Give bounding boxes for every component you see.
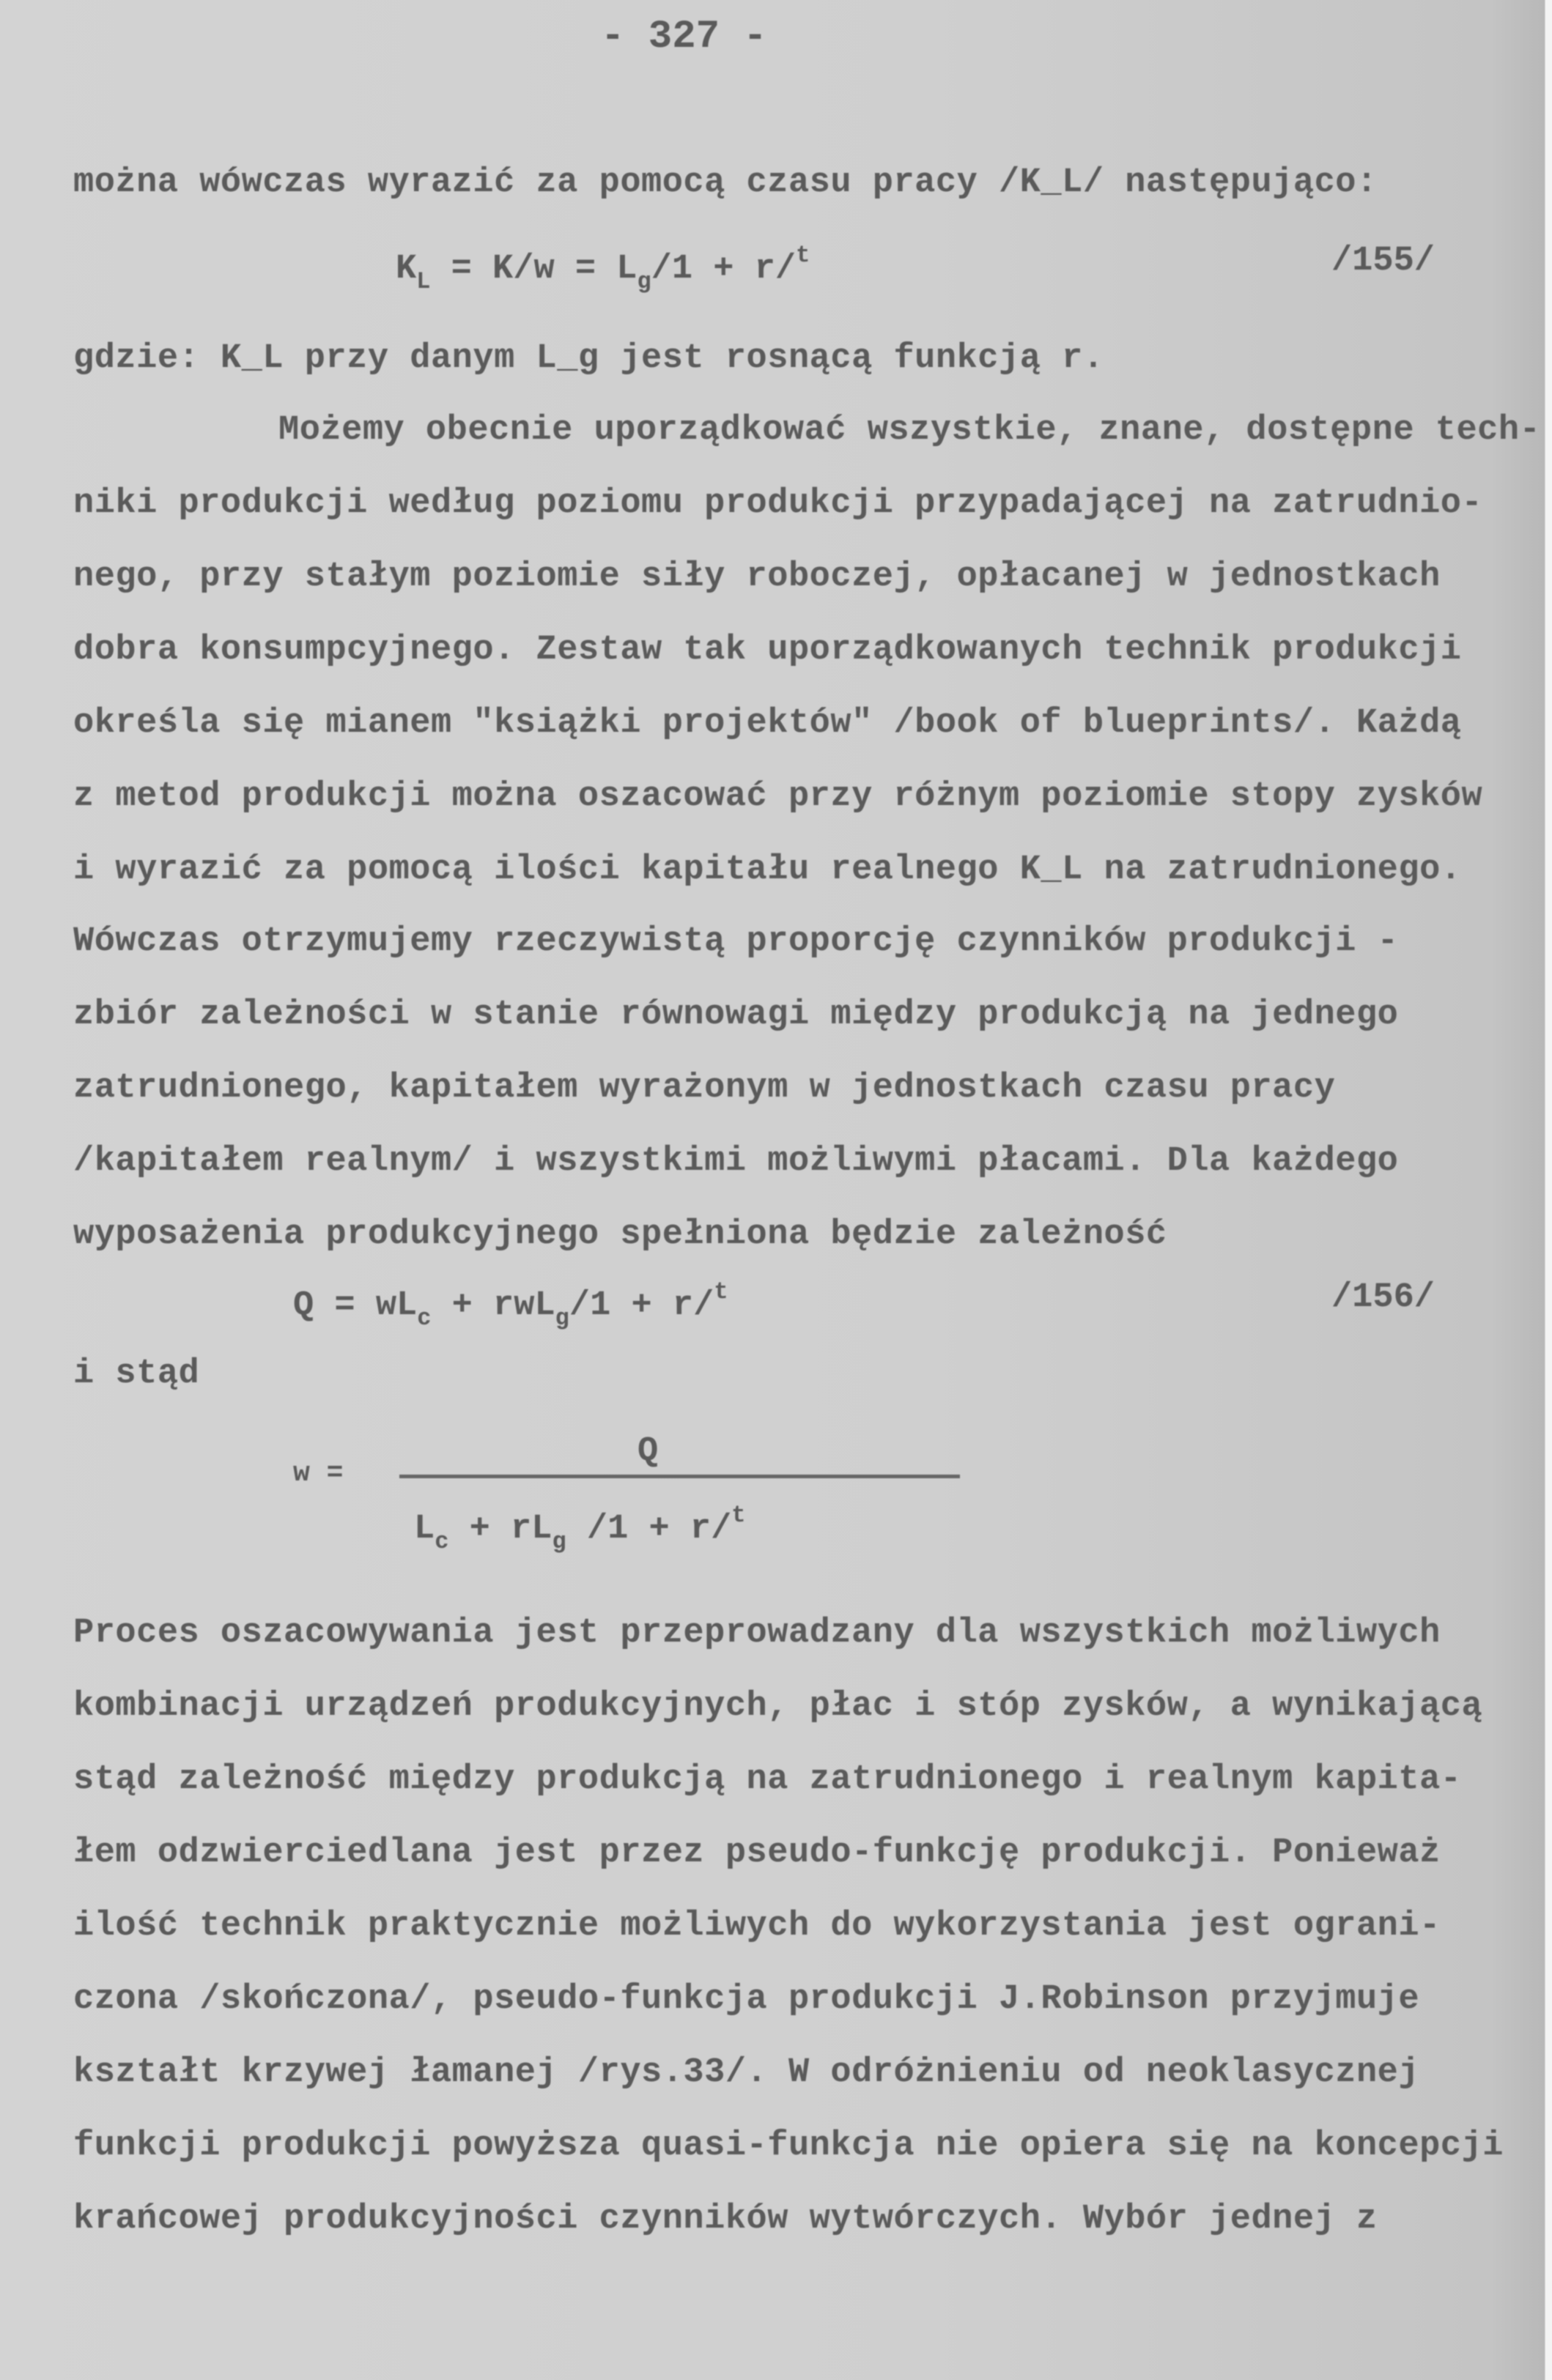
text-line: niki produkcji według poziomu produkcji przypadającej na zatrudnio- bbox=[73, 484, 1483, 523]
eq-term: = K/w = L bbox=[430, 250, 638, 289]
text-line: czona /skończona/, pseudo-funkcja produkcji J.Robinson przyjmuje bbox=[73, 1980, 1420, 2019]
eq-term: Q = wL bbox=[293, 1286, 418, 1325]
fraction-bar bbox=[399, 1475, 960, 1478]
text-line: i stąd bbox=[73, 1354, 200, 1393]
equation-w-numerator: Q bbox=[638, 1432, 659, 1471]
text-line: funkcji produkcji powyższa quasi-funkcja nie opiera się na koncepcji bbox=[73, 2127, 1504, 2165]
paragraph-start-line: Możemy obecnie uporządkować wszystkie, znane, dostępne tech- bbox=[278, 411, 1541, 450]
eq-term: /1 + r/ bbox=[569, 1286, 714, 1325]
equation-number-156: /156/ bbox=[1331, 1278, 1435, 1317]
text-line: nego, przy stałym poziomie siły roboczej, opłacanej w jednostkach bbox=[73, 557, 1441, 596]
eq-term: + rL bbox=[448, 1510, 553, 1549]
eq-term: L bbox=[414, 1510, 435, 1549]
text-line: i wyrazić za pomocą ilości kapitału realnego K_L na zatrudnionego. bbox=[73, 850, 1462, 889]
text-line: Proces oszacowywania jest przeprowadzany dla wszystkich możliwych bbox=[73, 1614, 1441, 1653]
eq-subscript: g bbox=[637, 268, 651, 295]
text-line: można wówczas wyrazić za pomocą czasu pracy /K_L/ następująco: bbox=[73, 163, 1378, 202]
eq-term: K bbox=[396, 250, 417, 289]
text-line: stąd zależność między produkcją na zatrudnionego i realnym kapita- bbox=[73, 1760, 1462, 1799]
text-line: łem odzwierciedlana jest przez pseudo-funkcję produkcji. Ponieważ bbox=[73, 1834, 1441, 1872]
text-line: wyposażenia produkcyjnego spełniona będzie zależność bbox=[73, 1215, 1167, 1254]
text-line: określa się mianem "książki projektów" /book of blueprints/. Każdą bbox=[73, 704, 1462, 743]
text-line: gdzie: K_L przy danym L_g jest rosnącą funkcją r. bbox=[73, 339, 1104, 378]
eq-term: /1 + r/ bbox=[566, 1510, 732, 1549]
equation-155 bbox=[396, 242, 810, 295]
eq-subscript: L bbox=[416, 268, 431, 295]
text-line: zbiór zależności w stanie równowagi między produkcją na jednego bbox=[73, 996, 1399, 1034]
text-line: /kapitałem realnym/ i wszystkimi możliwymi płacami. Dla każdego bbox=[73, 1142, 1399, 1181]
text-line: krańcowej produkcyjności czynników wytwórczych. Wybór jednej z bbox=[73, 2200, 1378, 2239]
eq-subscript: c bbox=[417, 1305, 432, 1332]
eq-subscript: g bbox=[552, 1528, 566, 1555]
equation-number-155: /155/ bbox=[1331, 242, 1435, 281]
equation-w-denominator bbox=[414, 1502, 746, 1555]
text-line: z metod produkcji można oszacować przy różnym poziomie stopy zysków bbox=[73, 777, 1483, 816]
equation-156 bbox=[293, 1278, 728, 1332]
page-number: - 327 - bbox=[601, 15, 767, 59]
eq-subscript: g bbox=[555, 1305, 569, 1332]
text-line: kształt krzywej łamanej /rys.33/. W odróżnieniu od neoklasycznej bbox=[73, 2053, 1420, 2092]
text-line: zatrudnionego, kapitałem wyrażonym w jednostkach czasu pracy bbox=[73, 1069, 1336, 1108]
text-line: dobra konsumpcyjnego. Zestaw tak uporządkowanych technik produkcji bbox=[73, 631, 1462, 670]
text-line: kombinacji urządzeń produkcyjnych, płac i stóp zysków, a wynikającą bbox=[73, 1687, 1483, 1726]
eq-term: + rwL bbox=[431, 1286, 555, 1325]
eq-superscript: t bbox=[796, 242, 810, 269]
text-line: ilość technik praktycznie możliwych do wykorzystania jest ograni- bbox=[73, 1907, 1441, 1946]
eq-subscript: c bbox=[435, 1528, 449, 1555]
eq-superscript: t bbox=[714, 1278, 728, 1305]
eq-superscript: t bbox=[731, 1502, 746, 1529]
equation-w-lhs: w = bbox=[293, 1458, 344, 1489]
eq-term: /1 + r/ bbox=[651, 250, 797, 289]
text-line: Wówczas otrzymujemy rzeczywistą proporcję czynników produkcji - bbox=[73, 922, 1399, 961]
